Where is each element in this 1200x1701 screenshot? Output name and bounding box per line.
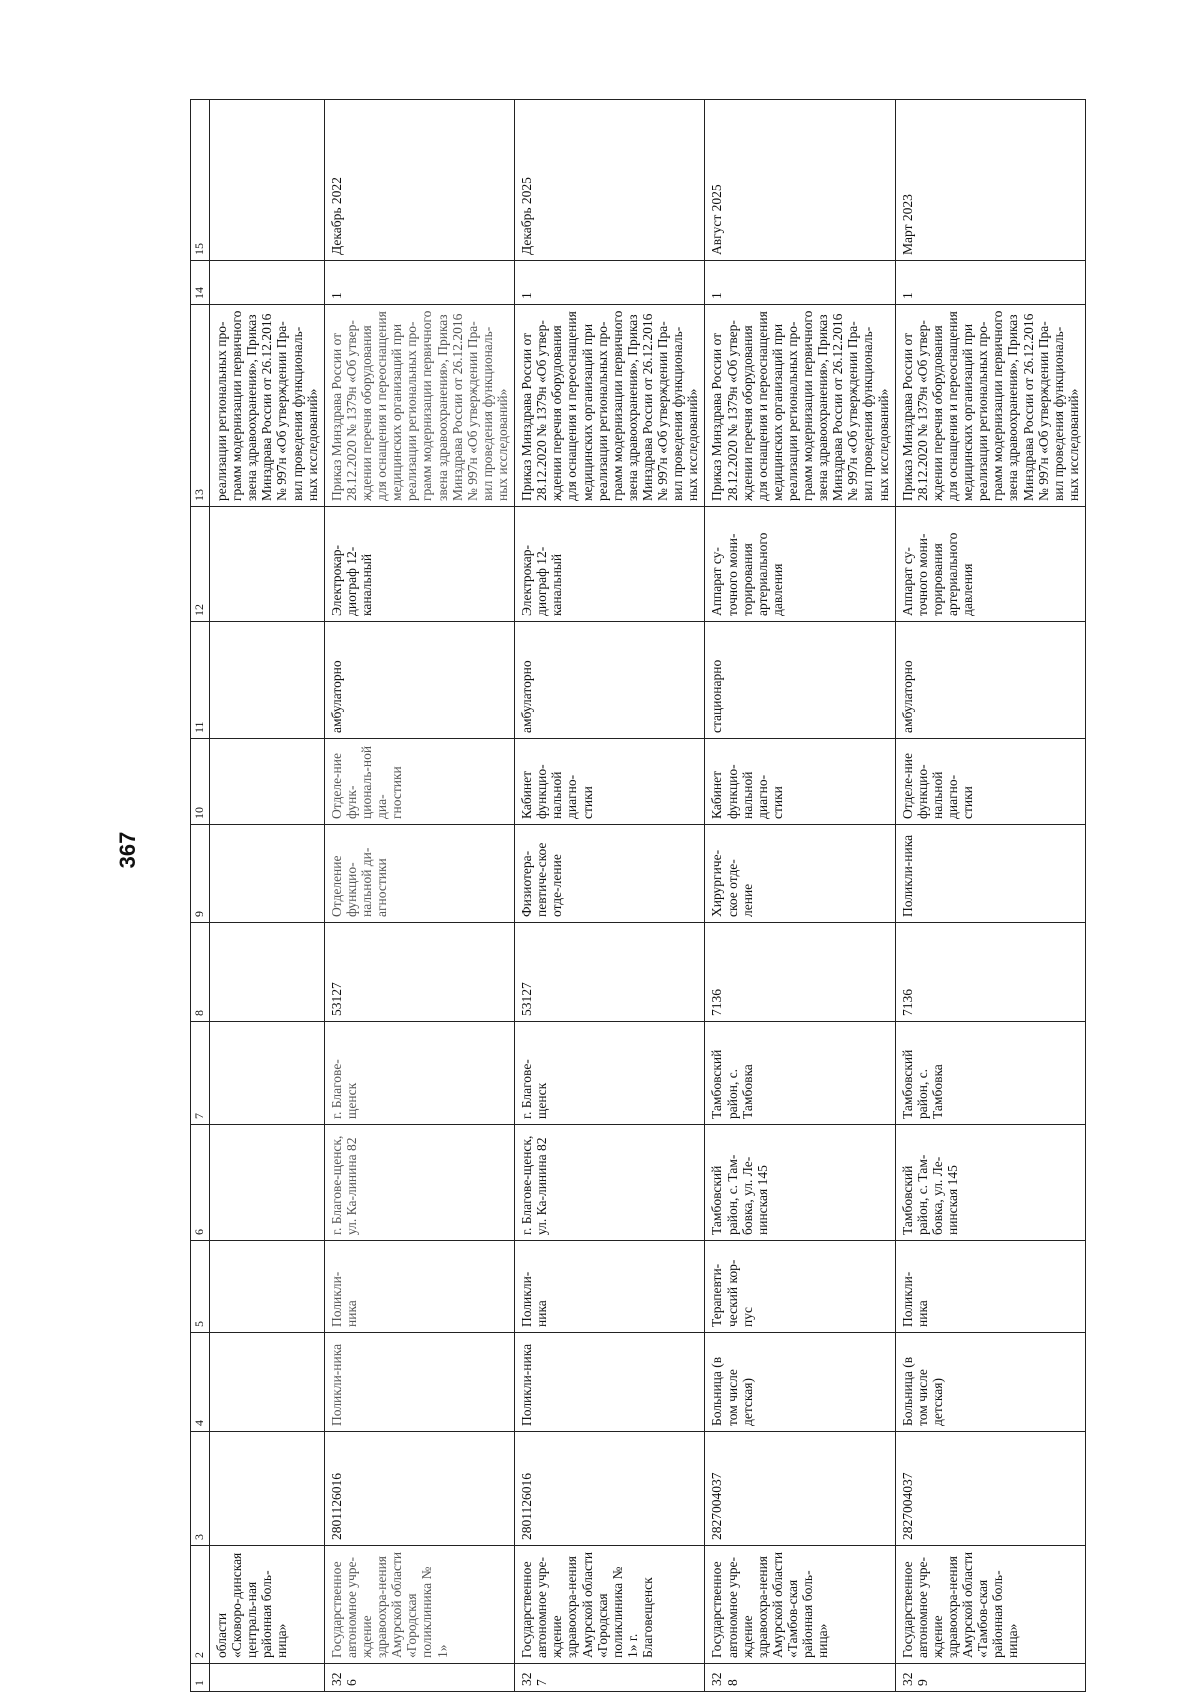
- cell-empty: [210, 1022, 325, 1125]
- cell-quantity: 1: [515, 261, 705, 305]
- cell-address: г. Благове-щенск, ул. Ка-линина 82: [515, 1125, 705, 1241]
- cell-inn: 2801126016: [324, 1432, 514, 1546]
- cell-empty: [210, 1125, 325, 1241]
- cell-row-number: 329: [895, 1664, 1085, 1692]
- cell-inn: 2827004037: [895, 1432, 1085, 1546]
- cell-row-number: 327: [515, 1664, 705, 1692]
- cell-empty: [210, 923, 325, 1022]
- col-header: 13: [191, 305, 210, 507]
- cell-empty: [210, 1241, 325, 1333]
- cell-unit: Кабинет функцио-нальной диагно-стики: [705, 739, 895, 825]
- cell-empty: [210, 1333, 325, 1432]
- table-row: [895, 100, 1085, 1692]
- table-row: [705, 100, 895, 1692]
- cell-building: Терапевти-ческий кор-пус: [705, 1241, 895, 1333]
- cell-care-form: амбулаторно: [895, 622, 1085, 739]
- cell-empty: [210, 739, 325, 825]
- cell-row-number: 328: [705, 1664, 895, 1692]
- cell-organization: Государственное автономное учре-ждение здравоохра-нения Амурской области «Тамбов-ская районная боль-ница»: [895, 1546, 1085, 1664]
- cell-organization: области «Сковоро-динская централь-ная районная боль-ница»: [210, 1546, 325, 1664]
- table-row: [324, 100, 514, 1692]
- cell-legal-basis: Приказ Минздрава России от 28.12.2020 № 1379н «Об утвер-ждении перечня оборудования для оснащения и переоснащения медицинских организаций при реализации региональных про-грамм модернизации первичного звена здравоохранения», Приказ Минздрава России от 26.12.2016 № 997н «Об утверждении Пра-вил проведения функциональ-ных исследований»: [515, 305, 705, 507]
- table-container: [190, 100, 1081, 1692]
- cell-locality: Тамбовский район, с. Тамбовка: [705, 1022, 895, 1125]
- cell-quantity: 1: [895, 261, 1085, 305]
- cell-address: Тамбовский район, с. Там-бовка, ул. Ле-нинская 145: [895, 1125, 1085, 1241]
- cell-address: г. Благове-щенск, ул. Ка-линина 82: [324, 1125, 514, 1241]
- col-header: 5: [191, 1241, 210, 1333]
- cell-building: Поликли-ника: [324, 1241, 514, 1333]
- cell-unit: Кабинет функцио-нальной диагно-стики: [515, 739, 705, 825]
- cell-code: 7136: [705, 923, 895, 1022]
- col-header: 10: [191, 739, 210, 825]
- cell-empty: [210, 1664, 325, 1692]
- cell-equipment: Аппарат су-точного мони-торирования артериального давления: [895, 507, 1085, 622]
- equipment-table: [190, 99, 1086, 1692]
- cell-deadline: Декабрь 2022: [324, 100, 514, 261]
- col-header: 1: [191, 1664, 210, 1692]
- cell-care-form: стационарно: [705, 622, 895, 739]
- cell-quantity: 1: [705, 261, 895, 305]
- cell-deadline: Август 2025: [705, 100, 895, 261]
- col-header: 3: [191, 1432, 210, 1546]
- col-header: 12: [191, 507, 210, 622]
- cell-equipment: Электрокар-диограф 12-канальный: [324, 507, 514, 622]
- cell-empty: [210, 507, 325, 622]
- cell-code: 7136: [895, 923, 1085, 1022]
- cell-equipment: Аппарат су-точного мони-торирования артериального давления: [705, 507, 895, 622]
- cell-organization: Государственное автономное учре-ждение здравоохра-нения Амурской области «Городская поликлиника № 1»: [324, 1546, 514, 1664]
- cell-legal-basis: Приказ Минздрава России от 28.12.2020 № 1379н «Об утвер-ждении перечня оборудования для оснащения и переоснащения медицинских организаций при реализации региональных про-грамм модернизации первичного звена здравоохранения», Приказ Минздрава России от 26.12.2016 № 997н «Об утверждении Пра-вил проведения функциональ-ных исследований»: [705, 305, 895, 507]
- col-header: 2: [191, 1546, 210, 1664]
- col-header: 15: [191, 100, 210, 261]
- cell-empty: [210, 1432, 325, 1546]
- cell-organization: Государственное автономное учре-ждение здравоохра-нения Амурской области «Тамбов-ская районная боль-ница»: [705, 1546, 895, 1664]
- cell-address: Тамбовский район, с. Там-бовка, ул. Ле-нинская 145: [705, 1125, 895, 1241]
- col-header: 11: [191, 622, 210, 739]
- cell-care-form: амбулаторно: [324, 622, 514, 739]
- col-header: 7: [191, 1022, 210, 1125]
- cell-department: Отделение функцио-нальной ди-агностики: [324, 825, 514, 923]
- cell-department: Хирургиче-ское отде-ление: [705, 825, 895, 923]
- cell-building: Поликли-ника: [515, 1241, 705, 1333]
- cell-inn: 2827004037: [705, 1432, 895, 1546]
- cell-facility-type: Больница (в том числе детская): [895, 1333, 1085, 1432]
- col-header: 6: [191, 1125, 210, 1241]
- cell-locality: г. Благове-щенск: [324, 1022, 514, 1125]
- cell-code: 53127: [324, 923, 514, 1022]
- cell-empty: [210, 261, 325, 305]
- cell-legal-basis: Приказ Минздрава России от 28.12.2020 № 1379н «Об утвер-ждении перечня оборудования для оснащения и переоснащения медицинских организаций при реализации региональных про-грамм модернизации первичного звена здравоохранения», Приказ Минздрава России от 26.12.2016 № 997н «Об утверждении Пра-вил проведения функциональ-ных исследований»: [895, 305, 1085, 507]
- cell-inn: 2801126016: [515, 1432, 705, 1546]
- cell-row-number: 326: [324, 1664, 514, 1692]
- cell-department: Поликли-ника: [895, 825, 1085, 923]
- col-header: 8: [191, 923, 210, 1022]
- cell-care-form: амбулаторно: [515, 622, 705, 739]
- table-row: [515, 100, 705, 1692]
- cell-unit: Отделе-ние функ-циональ-ной диа-гностики: [324, 739, 514, 825]
- cell-facility-type: Поликли-ника: [324, 1333, 514, 1432]
- cell-facility-type: Больница (в том числе детская): [705, 1333, 895, 1432]
- cell-unit: Отделе-ние функцио-нальной диагно-стики: [895, 739, 1085, 825]
- col-header: 14: [191, 261, 210, 305]
- cell-empty: [210, 622, 325, 739]
- cell-empty: [210, 100, 325, 261]
- cell-deadline: Март 2023: [895, 100, 1085, 261]
- cell-locality: г. Благове-щенск: [515, 1022, 705, 1125]
- cell-facility-type: Поликли-ника: [515, 1333, 705, 1432]
- col-header: 9: [191, 825, 210, 923]
- cell-department: Физиотера-певтиче-ское отде-ление: [515, 825, 705, 923]
- col-header: 4: [191, 1333, 210, 1432]
- cell-legal-basis: Приказ Минздрава России от 28.12.2020 № 1379н «Об утвер-ждении перечня оборудования для оснащения и переоснащения медицинских организаций при реализации региональных про-грамм модернизации первичного звена здравоохранения», Приказ Минздрава России от 26.12.2016 № 997н «Об утверждении Пра-вил проведения функциональ-ных исследований»: [324, 305, 514, 507]
- cell-quantity: 1: [324, 261, 514, 305]
- continuation-row: [210, 100, 325, 1692]
- cell-equipment: Электрокар-диограф 12-канальный: [515, 507, 705, 622]
- cell-organization: Государственное автономное учре-ждение здравоохра-нения Амурской области «Городская поликлиника № 1» г. Благовещенск: [515, 1546, 705, 1664]
- column-number-row: [191, 100, 210, 1692]
- cell-legal-basis: реализации региональных про-грамм модернизации первичного звена здравоохранения», Приказ Минздрава России от 26.12.2016 № 997н «Об утверждении Пра-вил проведения функциональ-ных исследований»: [210, 305, 325, 507]
- cell-locality: Тамбовский район, с. Тамбовка: [895, 1022, 1085, 1125]
- cell-code: 53127: [515, 923, 705, 1022]
- cell-building: Поликли-ника: [895, 1241, 1085, 1333]
- cell-deadline: Декабрь 2025: [515, 100, 705, 261]
- cell-empty: [210, 825, 325, 923]
- page-number: 367: [115, 831, 140, 869]
